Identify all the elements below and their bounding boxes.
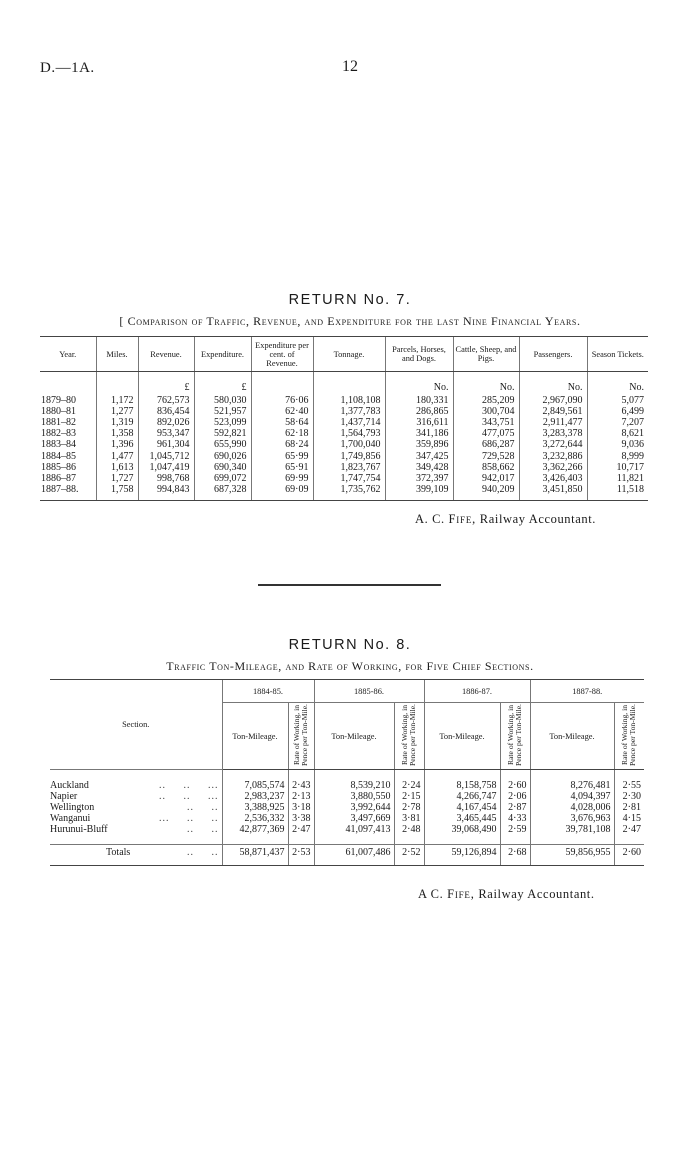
table-cell: 300,704	[453, 406, 519, 417]
section-name: Wellington	[50, 802, 95, 814]
table-cell: 5,077	[587, 395, 648, 406]
table-cell: 942,017	[453, 473, 519, 484]
table-cell: 1882–83	[41, 428, 76, 440]
signature-name: Fife,	[448, 512, 477, 526]
table-cell: 399,109	[385, 484, 453, 501]
col-rate-of-working	[500, 703, 530, 770]
ton-mileage-cell: 3,465,445	[424, 813, 500, 824]
signature-role: Railway Accountant.	[478, 887, 595, 901]
table-cell: 1,727	[96, 473, 138, 484]
year-header: 1884-85.	[222, 680, 314, 703]
section-name: Napier	[50, 791, 78, 803]
table-cell: 1,108,108	[313, 395, 385, 406]
table-row	[40, 428, 648, 439]
ton-mileage-cell: 3,992,644	[314, 802, 394, 813]
table-cell: 69·09	[251, 484, 313, 501]
table-cell: 699,072	[194, 473, 251, 484]
col-ton-mileage: Ton-Mileage.	[530, 703, 614, 770]
rate-label: Rate of Working, in Pence per Ton-Mile.	[400, 704, 417, 766]
table-cell: 892,026	[138, 417, 194, 428]
table-cell: 1,377,783	[313, 406, 385, 417]
table-cell: 762,573	[138, 395, 194, 406]
ton-mileage-cell: 4,266,747	[424, 791, 500, 802]
table-cell: 8,999	[587, 451, 648, 462]
table-cell: 6,499	[587, 406, 648, 417]
ton-mileage-cell: 4,028,006	[530, 802, 614, 813]
leader-dots: .. .. ...	[159, 791, 219, 803]
table-cell: 961,304	[138, 439, 194, 450]
ton-mileage-cell: 42,877,369	[222, 824, 288, 835]
table-cell: 316,611	[385, 417, 453, 428]
ton-mileage-cell: 8,539,210	[314, 780, 394, 791]
table-cell: 1,358	[96, 428, 138, 439]
section-name: Totals	[106, 847, 131, 859]
ton-mileage-cell: 39,068,490	[424, 824, 500, 835]
table-cell: 3,451,850	[519, 484, 587, 501]
ton-mileage-cell: 3,388,925	[222, 802, 288, 813]
col-rate-of-working	[394, 703, 424, 770]
table-cell: 655,990	[194, 439, 251, 450]
table-cell: 341,186	[385, 428, 453, 439]
table-cell: 1883–84	[41, 439, 76, 451]
rate-cell: 2·13	[288, 791, 314, 802]
table-cell: 858,662	[453, 462, 519, 473]
table-cell: 2,967,090	[519, 395, 587, 406]
rate-cell: 2·24	[394, 780, 424, 791]
table-cell: 3,362,266	[519, 462, 587, 473]
rate-cell: 4·15	[614, 813, 644, 824]
table-row	[40, 417, 648, 428]
table-row	[40, 451, 648, 462]
rate-cell: 3·38	[288, 813, 314, 824]
col-passengers: Passengers.	[519, 337, 587, 372]
table-row	[40, 439, 648, 450]
table-cell: 1,613	[96, 462, 138, 473]
return8-subtitle: Traffic Ton-Mileage, and Rate of Working, for Five Chief Sections.	[166, 659, 534, 673]
table-cell: 1881–82	[41, 417, 76, 429]
col-rate-of-working	[614, 703, 644, 770]
unit-cell: £	[138, 382, 194, 395]
table-cell: 1,747,754	[313, 473, 385, 484]
rate-cell: 2·60	[500, 780, 530, 791]
ton-mileage-cell: 8,158,758	[424, 780, 500, 791]
rate-cell: 2·52	[394, 845, 424, 865]
table-cell: 3,283,378	[519, 428, 587, 439]
table-cell: 686,287	[453, 439, 519, 450]
table-cell: 1,749,856	[313, 451, 385, 462]
table-cell: 359,896	[385, 439, 453, 450]
table-cell: 1886–87	[41, 472, 76, 484]
return7-header-row	[40, 337, 648, 372]
col-tonnage: Tonnage.	[313, 337, 385, 372]
table-cell: 836,454	[138, 406, 194, 417]
rate-cell: 2·68	[500, 845, 530, 865]
section-name: Hurunui-Bluff	[50, 824, 108, 836]
table-cell: 521,957	[194, 406, 251, 417]
signature-initials: A. C.	[415, 512, 445, 526]
table-cell: 1,319	[96, 417, 138, 428]
rate-label: Rate of Working, in Pence per Ton-Mile.	[620, 704, 638, 766]
table-cell: 523,099	[194, 417, 251, 428]
col-ton-mileage: Ton-Mileage.	[314, 703, 394, 770]
section-cell	[50, 824, 222, 835]
rate-label: Rate of Working, in Pence per Ton-Mile.	[292, 704, 309, 766]
ton-mileage-cell: 61,007,486	[314, 845, 394, 865]
table-row	[50, 791, 644, 802]
year-header: 1886-87.	[424, 680, 530, 703]
col-section: Section.	[50, 680, 222, 770]
ton-mileage-cell: 2,983,237	[222, 791, 288, 802]
rate-cell: 2·87	[500, 802, 530, 813]
table-cell: 3,426,403	[519, 473, 587, 484]
section-cell	[50, 813, 222, 824]
table-cell: 1,437,714	[313, 417, 385, 428]
rate-cell: 2·06	[500, 791, 530, 802]
rate-cell: 2·55	[614, 780, 644, 791]
table-cell: 940,209	[453, 484, 519, 501]
table-cell: 1,758	[96, 484, 138, 501]
year-header: 1887-88.	[530, 680, 644, 703]
table-row	[40, 395, 648, 406]
rate-cell: 2·81	[614, 802, 644, 813]
rate-cell: 2·78	[394, 802, 424, 813]
table-cell: 1,477	[96, 451, 138, 462]
rate-cell: 2·59	[500, 824, 530, 835]
unit-cell	[96, 382, 138, 395]
table-row	[50, 802, 644, 813]
col-cattle: Cattle, Sheep, and Pigs.	[453, 337, 519, 372]
return8-year-row	[50, 680, 644, 703]
table-cell: 1,396	[96, 439, 138, 450]
table-cell: 2,911,477	[519, 417, 587, 428]
ton-mileage-cell: 3,880,550	[314, 791, 394, 802]
signature-initials: A C.	[418, 887, 444, 901]
table-row	[50, 813, 644, 824]
section-name: Auckland	[50, 780, 89, 791]
col-ton-mileage: Ton-Mileage.	[222, 703, 288, 770]
ton-mileage-cell: 59,856,955	[530, 845, 614, 865]
page-number: 12	[342, 58, 358, 75]
signature-name: Fife,	[447, 887, 475, 901]
unit-cell	[313, 382, 385, 395]
rate-cell: 3·18	[288, 802, 314, 813]
ton-mileage-cell: 58,871,437	[222, 845, 288, 865]
rate-cell: 2·30	[614, 791, 644, 802]
table-row	[50, 824, 644, 835]
leader-dots: .. ..	[187, 847, 219, 859]
table-cell: 8,621	[587, 428, 648, 439]
table-cell: 1887–88.	[40, 484, 96, 501]
ton-mileage-cell: 59,126,894	[424, 845, 500, 865]
return8-signature	[418, 887, 595, 902]
table-cell: 62·18	[251, 428, 313, 439]
table-cell: 11,518	[587, 484, 648, 501]
rate-cell: 2·47	[614, 824, 644, 835]
rate-cell: 2·15	[394, 791, 424, 802]
unit-cell: No.	[587, 382, 648, 395]
ton-mileage-cell: 4,167,454	[424, 802, 500, 813]
table-cell: 592,821	[194, 428, 251, 439]
table-cell: 994,843	[138, 484, 194, 501]
return8-title: RETURN No. 8.	[288, 637, 412, 653]
table-cell: 1,735,762	[313, 484, 385, 501]
rate-cell: 2·47	[288, 824, 314, 835]
table-cell: 1,277	[96, 406, 138, 417]
ton-mileage-cell: 41,097,413	[314, 824, 394, 835]
ton-mileage-cell: 4,094,397	[530, 791, 614, 802]
table-cell: 1,823,767	[313, 462, 385, 473]
table-cell: 1880–81	[41, 406, 76, 418]
ton-mileage-cell: 2,536,332	[222, 813, 288, 824]
table-cell: 68·24	[251, 439, 313, 450]
section-name: Wanganui	[50, 813, 91, 825]
table-cell: 286,865	[385, 406, 453, 417]
table-cell: 1,700,040	[313, 439, 385, 450]
table-cell: 9,036	[587, 439, 648, 450]
ton-mileage-cell: 7,085,574	[222, 780, 288, 791]
rate-label: Rate of Working, in Pence per Ton-Mile.	[506, 704, 523, 766]
table-row	[50, 780, 644, 791]
table-cell: 65·91	[251, 462, 313, 473]
table-cell: 7,207	[587, 417, 648, 428]
unit-cell	[40, 382, 96, 395]
leader-dots: .. ..	[187, 802, 219, 814]
unit-cell: £	[194, 382, 251, 395]
rate-cell: 2·43	[288, 780, 314, 791]
table-cell: 3,232,886	[519, 451, 587, 462]
table-cell: 349,428	[385, 462, 453, 473]
unit-cell: No.	[385, 382, 453, 395]
leader-dots: ... .. ..	[159, 813, 219, 825]
table-cell: 372,397	[385, 473, 453, 484]
table-cell: 11,821	[587, 473, 648, 484]
col-season-tickets: Season Tickets.	[587, 337, 648, 372]
table-cell: 3,272,644	[519, 439, 587, 450]
table-row	[40, 473, 648, 484]
totals-row	[50, 845, 644, 865]
rate-cell: 4·33	[500, 813, 530, 824]
col-year: Year.	[40, 337, 96, 372]
table-cell: 1,172	[96, 395, 138, 406]
table-cell: 62·40	[251, 406, 313, 417]
table-cell: 180,331	[385, 395, 453, 406]
col-miles: Miles.	[96, 337, 138, 372]
signature-role: Railway Accountant.	[479, 512, 597, 526]
section-cell	[50, 845, 222, 865]
section-cell	[50, 791, 222, 802]
return7-signature	[415, 512, 596, 527]
col-expenditure-percent: Expenditure per cent. of Revenue.	[251, 337, 313, 372]
rate-cell: 2·53	[288, 845, 314, 865]
table-cell: 687,328	[194, 484, 251, 501]
col-parcels: Parcels, Horses, and Dogs.	[385, 337, 453, 372]
return7-units-row	[40, 382, 648, 395]
table-cell: 58·64	[251, 417, 313, 428]
table-cell: 10,717	[587, 462, 648, 473]
rate-cell: 3·81	[394, 813, 424, 824]
table-cell: 953,347	[138, 428, 194, 439]
document-code: D.—1A.	[40, 60, 95, 76]
unit-cell: No.	[519, 382, 587, 395]
table-cell: 477,075	[453, 428, 519, 439]
table-cell: 1879–80	[41, 395, 76, 407]
col-ton-mileage: Ton-Mileage.	[424, 703, 500, 770]
unit-cell: No.	[453, 382, 519, 395]
table-cell: 1884–85	[41, 450, 76, 462]
table-cell: 69·99	[251, 473, 313, 484]
table-cell: 1,564,793	[313, 428, 385, 439]
col-rate-of-working	[288, 703, 314, 770]
return7-subtitle: [ Comparison of Traffic, Revenue, and Expenditure for the last Nine Financial Years.	[119, 314, 581, 328]
table-cell: 347,425	[385, 451, 453, 462]
table-cell: 580,030	[194, 395, 251, 406]
table-row	[40, 484, 648, 501]
leader-dots: .. ..	[187, 824, 219, 836]
return7-table	[40, 336, 648, 501]
section-divider	[258, 584, 441, 586]
table-row	[40, 462, 648, 473]
year-header: 1885-86.	[314, 680, 424, 703]
ton-mileage-cell: 39,781,108	[530, 824, 614, 835]
rate-cell: 2·48	[394, 824, 424, 835]
table-cell: 729,528	[453, 451, 519, 462]
col-revenue: Revenue.	[138, 337, 194, 372]
col-expenditure: Expenditure.	[194, 337, 251, 372]
table-cell: 1885–86	[41, 461, 76, 473]
table-cell: 690,340	[194, 462, 251, 473]
table-cell: 76·06	[251, 395, 313, 406]
table-cell: 1,045,712	[138, 451, 194, 462]
unit-cell	[251, 382, 313, 395]
leader-dots: .. .. ...	[159, 780, 219, 791]
table-cell: 65·99	[251, 451, 313, 462]
table-cell: 343,751	[453, 417, 519, 428]
table-cell: 2,849,561	[519, 406, 587, 417]
ton-mileage-cell: 3,676,963	[530, 813, 614, 824]
table-row	[40, 406, 648, 417]
ton-mileage-cell: 8,276,481	[530, 780, 614, 791]
table-cell: 285,209	[453, 395, 519, 406]
table-cell: 998,768	[138, 473, 194, 484]
table-cell: 690,026	[194, 451, 251, 462]
section-cell	[50, 780, 222, 791]
rate-cell: 2·60	[614, 845, 644, 865]
table-cell: 1,047,419	[138, 462, 194, 473]
return7-title: RETURN No. 7.	[288, 292, 412, 308]
return8-table	[50, 679, 644, 866]
section-cell	[50, 802, 222, 813]
ton-mileage-cell: 3,497,669	[314, 813, 394, 824]
